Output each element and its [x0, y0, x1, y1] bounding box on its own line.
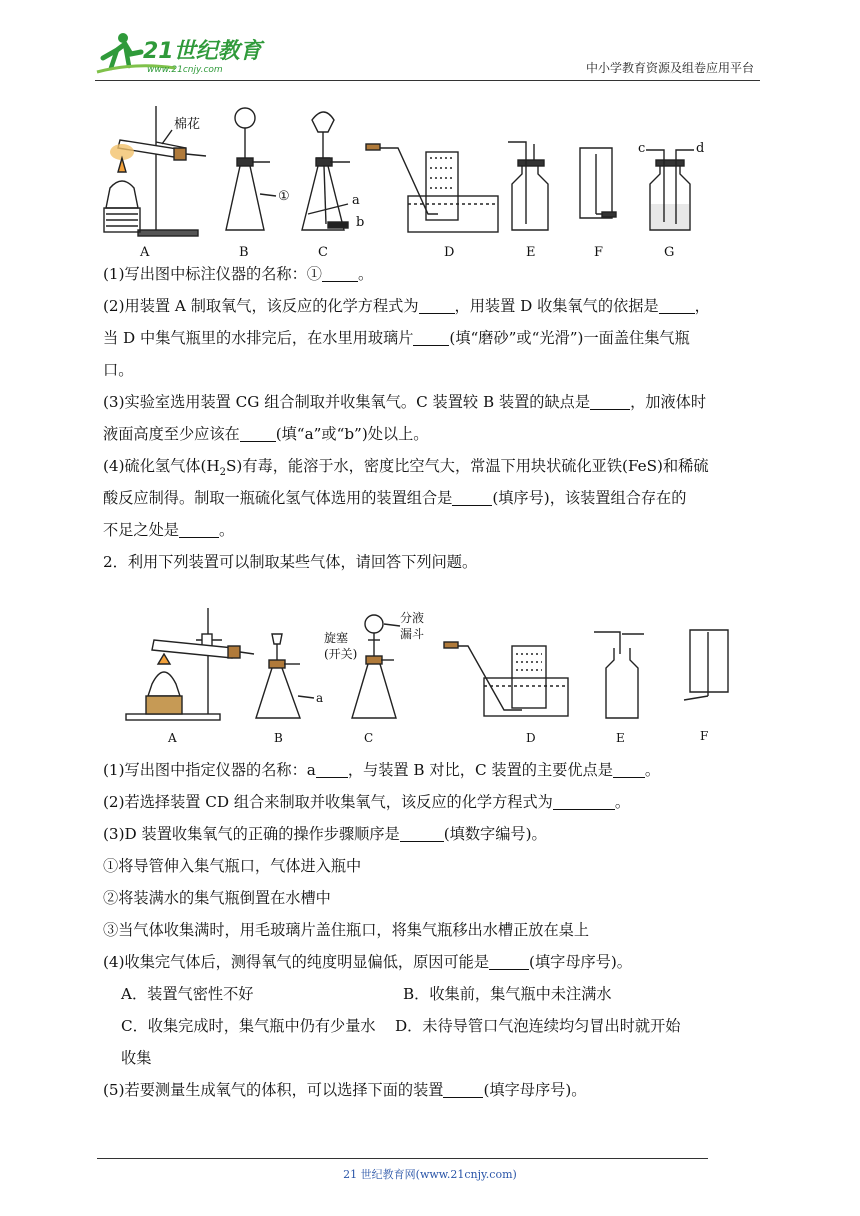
- q1-part-2: (2)用装置 A 制取氧气，该反应的化学方程式为 ，用装置 D 收集氧气的依据是 ，: [103, 297, 710, 315]
- answer-blank[interactable]: [179, 519, 219, 538]
- q1-part-3-cont: 液面高度至少应该在 (填“a”或“b”)处以上。: [103, 425, 429, 443]
- svg-text:C: C: [364, 731, 374, 745]
- svg-text:B: B: [274, 731, 283, 745]
- svg-text:c: c: [638, 141, 646, 156]
- funnel-label-2: 漏斗: [400, 627, 425, 641]
- apparatus-2d: [444, 642, 568, 745]
- question-1-text: [103, 258, 763, 578]
- apparatus-figure-1: [98, 96, 718, 262]
- q2-part-1: (1)写出图中指定仪器的名称：a ，与装置 B 对比，C 装置的主要优点是 。: [103, 761, 661, 779]
- q1-part-3: (3)实验室选用装置 CG 组合制取并收集氧气。C 装置较 B 装置的缺点是 ，加液体时: [103, 393, 706, 411]
- svg-text:E: E: [526, 245, 536, 260]
- apparatus-c: [302, 112, 364, 260]
- apparatus-2f: [684, 630, 728, 743]
- q1-part-4-end: 不足之处是 。: [103, 521, 235, 539]
- answer-blank[interactable]: [413, 327, 449, 346]
- option-a[interactable]: A．装置气密性不好: [121, 985, 254, 1003]
- cotton-label: 棉花: [174, 117, 201, 132]
- answer-blank[interactable]: [590, 391, 630, 410]
- apparatus-a: [104, 106, 206, 260]
- footer-rule: [97, 1158, 708, 1159]
- q2-step-2: ②将装满水的集气瓶倒置在水槽中: [103, 889, 331, 907]
- svg-text:①: ①: [278, 189, 290, 204]
- apparatus-b: [226, 108, 290, 260]
- logo-text: 21世纪教育: [143, 39, 262, 64]
- svg-text:A: A: [140, 245, 150, 260]
- site-logo[interactable]: [95, 28, 265, 82]
- option-c[interactable]: C．收集完成时，集气瓶中仍有少量水: [121, 1017, 376, 1035]
- switch-label: (开关): [324, 647, 358, 661]
- answer-blank[interactable]: [400, 823, 444, 842]
- answer-blank[interactable]: [553, 791, 615, 810]
- platform-label: 中小学教育资源及组卷应用平台: [585, 61, 754, 75]
- apparatus-e: [508, 142, 548, 260]
- answer-blank[interactable]: [322, 263, 358, 282]
- footer-text[interactable]: 21 世纪教育网(www.21cnjy.com): [343, 1168, 517, 1181]
- q1-part-4: (4)硫化氢气体$(H_2S)$有毒，能溶于水，密度比空气大，常温下用块状硫化亚铁(FeS)和稀硫: [103, 457, 709, 479]
- q2-part-5: (5)若要测量生成氧气的体积，可以选择下面的装置 (填字母序号)。: [103, 1081, 587, 1099]
- q2-options-ab: [103, 978, 763, 1010]
- q2-step-1: ①将导管伸入集气瓶口，气体进入瓶中: [103, 857, 362, 875]
- q2-part-4: (4)收集完气体后，测得氧气的纯度明显偏低，原因可能是 (填字母序号)。: [103, 953, 632, 971]
- q2-part-3: (3)D 装置收集氧气的正确的操作步骤顺序是 (填数字编号)。: [103, 825, 547, 843]
- q1-part-2-cont: 当 D 中集气瓶里的水排完后，在水里用玻璃片 (填“磨砂”或“光滑”)一面盖住集气瓶: [103, 329, 690, 347]
- stopcock-label: 旋塞: [324, 631, 349, 645]
- apparatus-d: [366, 144, 498, 260]
- answer-blank[interactable]: [659, 295, 695, 314]
- answer-blank[interactable]: [489, 951, 529, 970]
- option-d[interactable]: D．未待导管口气泡连续均匀冒出时就开始: [394, 1017, 681, 1035]
- q1-part-2-end: 口。: [103, 361, 134, 379]
- svg-text:B: B: [239, 245, 249, 260]
- svg-text:D: D: [444, 245, 455, 260]
- q1-part-4-cont: 酸反应制得。制取一瓶硫化氢气体选用的装置组合是 (填序号)，该装置组合存在的: [103, 489, 687, 507]
- svg-text:C: C: [318, 245, 328, 260]
- option-d-cont: 收集: [121, 1049, 152, 1067]
- q2-part-2: (2)若选择装置 CD 组合来制取并收集氧气，该反应的化学方程式为 。: [103, 793, 631, 811]
- logo-url: www.21cnjy.com: [147, 65, 223, 75]
- svg-text:F: F: [594, 245, 604, 260]
- answer-blank[interactable]: [419, 295, 455, 314]
- answer-blank[interactable]: [452, 487, 492, 506]
- answer-blank[interactable]: [443, 1079, 483, 1098]
- q2-title: 2．利用下列装置可以制取某些气体，请回答下列问题。: [103, 553, 478, 571]
- apparatus-2c: [324, 610, 424, 745]
- q1-part-1: (1)写出图中标注仪器的名称：① 。: [103, 265, 374, 283]
- svg-text:a: a: [316, 691, 324, 705]
- svg-text:F: F: [700, 729, 709, 743]
- svg-text:a: a: [352, 193, 360, 208]
- answer-blank[interactable]: [240, 423, 276, 442]
- funnel-label-1: 分液: [400, 611, 425, 625]
- svg-text:G: G: [664, 245, 675, 260]
- svg-text:d: d: [696, 141, 705, 156]
- q2-step-3: ③当气体收集满时，用毛玻璃片盖住瓶口，将集气瓶移出水槽正放在桌上: [103, 921, 589, 939]
- option-b[interactable]: B．收集前，集气瓶中未注满水: [403, 985, 612, 1003]
- svg-text:b: b: [356, 215, 365, 230]
- svg-text:A: A: [168, 731, 177, 745]
- apparatus-2e: [594, 632, 644, 745]
- apparatus-2b: [256, 634, 323, 745]
- svg-text:E: E: [616, 731, 625, 745]
- answer-blank[interactable]: [613, 759, 645, 778]
- q2-options-cd: [103, 1010, 763, 1042]
- svg-text:D: D: [526, 731, 536, 745]
- apparatus-2a: [126, 608, 254, 745]
- page-header: [95, 28, 760, 81]
- apparatus-figure-2: [124, 600, 744, 748]
- apparatus-g: [638, 141, 704, 260]
- answer-blank[interactable]: [316, 759, 348, 778]
- question-2-text: [103, 754, 763, 1106]
- apparatus-f: [580, 148, 616, 260]
